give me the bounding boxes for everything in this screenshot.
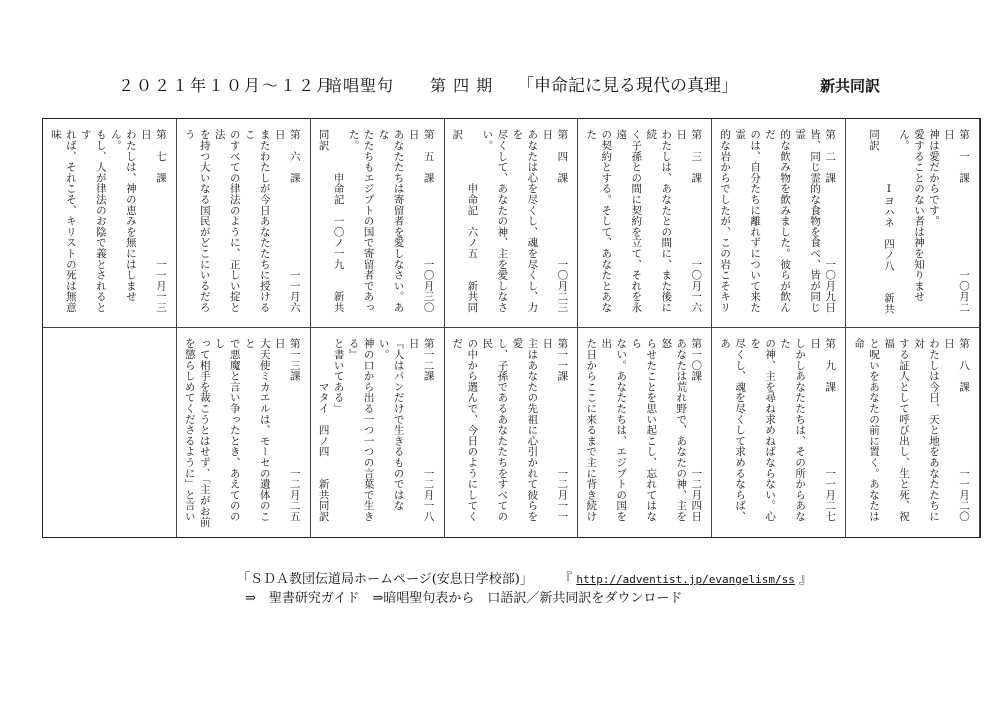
- lesson-text-3: 第 三 課 一〇月一六日 わたしは、あなたとの間に、また後に続 く子孫との間に契約を立て、それを永遠 の契約とする。そして、あなたとあなた: [585, 129, 703, 313]
- footer-instructions: ⇒ 聖書研究ガイド ⇒暗唱聖句表から 口語訳／新共同訳をダウンロード: [245, 591, 683, 606]
- lesson-cell-1: [846, 119, 980, 328]
- lesson-cell-6: [177, 119, 311, 328]
- lesson-text-5: 第 五 課 一〇月三〇日 あなたたちは寄留者を愛しなさい。あな たたちもエジプトの国で寄留者であった。 申命記 一〇ノ一九 新共同訳: [317, 129, 435, 313]
- page-header: [0, 74, 1000, 98]
- lesson-text-9: 第 九 課 一一月二七日 しかしあなたたちは、その所からあなた の神、主を尋ね求めねばならない。心を 尽くし、魂を尽くして求めるならば、あ: [719, 338, 837, 522]
- lesson-cell-8: [846, 328, 980, 537]
- lesson-text-7: 第 七 課 一一月一三日 わたしは、神の恵みを無にはしません。 もし、人が律法のお陰で義とされるとす れば、それこそ、キリストの死は無意味: [49, 129, 167, 313]
- lesson-cell-7: [43, 119, 177, 328]
- lesson-text-12: 第一二課 一二月一八日 『人はパンだけで生きるものではない。 神の口から出る一つ一つの言葉で生きる』 と書いてある」 マタイ 四ノ四 新共同訳: [317, 338, 435, 522]
- lesson-text-10: 第一〇課 一二月四日 あなたは荒れ野で、あなたの神、主を怒 らせたことを思い起こし、忘れてはなら ない。あなたたちは、エジプトの国を出 た日からここに来るまで主に背き続け: [585, 338, 703, 522]
- lesson-cell-11: [445, 328, 579, 537]
- lesson-cell-10: [578, 328, 712, 537]
- lesson-cell-5: [311, 119, 445, 328]
- lesson-text-4: 第 四 課 一〇月二三日 あなたは心を尽くし、魂を尽くし、力を 尽くして、あなたの神、主を愛しなさい。 申命記 六ノ五 新共同訳: [451, 129, 569, 313]
- footer-url-open: 『: [559, 572, 573, 587]
- footer-site-label: 「ＳＤＡ教団伝道局ホームページ(安息日学校部)」: [237, 572, 533, 587]
- lesson-cell-2: [712, 119, 846, 328]
- footer-site-line: [237, 568, 812, 587]
- lesson-cell-4: [445, 119, 579, 328]
- header-year: ２０２１年１０月～１２月: [118, 76, 335, 95]
- lesson-text-6: 第 六 課 一一月六日 またわたしが今日あなたたちに授けるこ のすべての律法のように、正しい掟と法 を持つ大いなる国民がどこにいるだろう: [183, 129, 301, 313]
- header-series: 暗唱聖句: [326, 76, 395, 95]
- lesson-cell-12: [311, 328, 445, 537]
- lesson-cell-9: [712, 328, 846, 537]
- lesson-text-8: 第 八 課 一一月二〇日 わたしは今日、天と地をあなたたちに対 する証人として呼び出し、生と死、祝福 と呪いをあなたの前に置く。あなたは命: [853, 338, 970, 522]
- empty-cell: [43, 328, 177, 537]
- footer-url-link[interactable]: http://adventist.jp/evangelism/ss: [576, 573, 795, 586]
- lesson-text-13: 第一三課 一二月二五日 大天使ミカエルは、モーセの遺体のこと で悪魔と言い争ったとき、あえてののし って相手を裁こうとはせず、「主がお前 を懲らしめてくださるように」と言い: [183, 338, 301, 528]
- lesson-text-11: 第一一課 一二月一一日 主はあなたの先祖に心引かれて彼らを愛 し、子孫であるあなたたちをすべての民 の中から選んで、今日のようにしてくだ: [451, 338, 569, 522]
- header-version: 新共同訳: [820, 77, 881, 95]
- footer-url-close: 』: [799, 572, 813, 587]
- lesson-text-2: 第 二 課 一〇月九日 皆、同じ霊的な食物を食べ、皆が同じ霊 的な飲み物を飲みました。彼らが飲んだ のは、自分たちに離れずについて来た霊 的な岩からでしたが、この岩こそキリ: [719, 129, 837, 313]
- lesson-text-1: 第 一 課 一〇月二日 神は愛だからです。 愛することのない者は神を知りません。 Ⅰヨハネ 四ノ八 新共同訳: [868, 129, 970, 315]
- lesson-cell-3: [578, 119, 712, 328]
- lesson-cell-13: [177, 328, 311, 537]
- header-period: 第 四 期: [430, 76, 494, 95]
- memory-verse-grid: [42, 118, 981, 538]
- header-title: 「申命記に見る現代の真理」: [517, 76, 738, 96]
